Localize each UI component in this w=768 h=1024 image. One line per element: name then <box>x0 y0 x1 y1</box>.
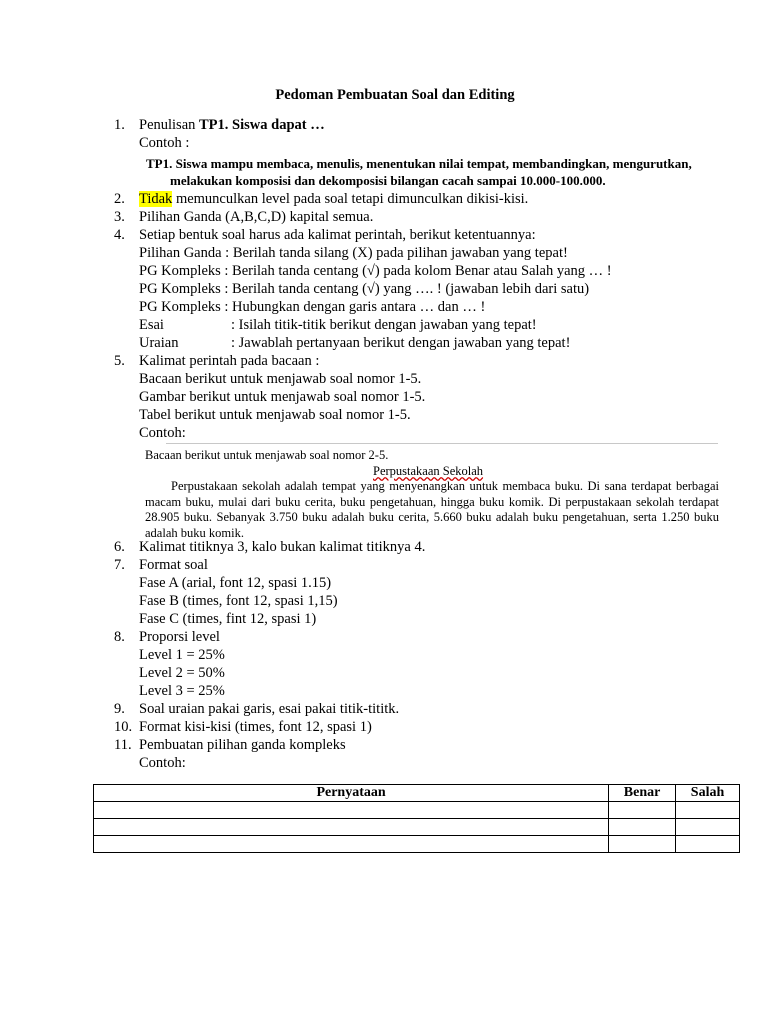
column-header-salah: Salah <box>676 785 740 802</box>
example-paragraph: Perpustakaan sekolah adalah tempat yang menyenangkan untuk membaca buku. Di sana terdapat berbagai macam buku, mulai dari buku cerita, buku pengetahuan, hingga buku komik. Di perpustakaan sekolah terdapat 28.905 buku. Sebanyak 3.750 buku adalah buku cerita, 5.660 buku adalah buku pengetahuan, serta 1.250 buku adalah buku komik. <box>145 479 719 540</box>
item-number: 11. <box>114 737 132 753</box>
table-header-row <box>94 785 740 802</box>
item-number: 4. <box>114 227 125 243</box>
item-text: Format kisi-kisi (times, font 12, spasi 1) <box>139 719 372 735</box>
page-title: Pedoman Pembuatan Soal dan Editing <box>275 87 515 103</box>
table-cell <box>94 819 609 836</box>
divider <box>166 443 718 444</box>
table-cell <box>609 802 676 819</box>
item-number: 9. <box>114 701 125 717</box>
example-title: Perpustakaan Sekolah <box>373 464 484 478</box>
item-number: 1. <box>114 117 125 133</box>
item-number: 3. <box>114 209 125 225</box>
item-text: Penulisan <box>139 117 200 133</box>
highlighted-word: Tidak <box>139 191 173 207</box>
table-row <box>94 836 740 853</box>
table-cell <box>676 836 740 853</box>
table-cell <box>609 836 676 853</box>
item-text: Soal uraian pakai garis, esai pakai titik-tititk. <box>139 701 400 717</box>
item-text: Format soal <box>139 557 208 573</box>
item-number: 2. <box>114 191 125 207</box>
example-heading: Bacaan berikut untuk menjawab soal nomor 2-5. <box>145 448 389 462</box>
table-cell <box>609 819 676 836</box>
table-cell <box>676 819 740 836</box>
item-text: Setiap bentuk soal harus ada kalimat perintah, berikut ketentuannya: <box>139 227 536 243</box>
item-text: Proporsi level <box>139 629 220 645</box>
item-number: 7. <box>114 557 125 573</box>
column-header-benar: Benar <box>609 785 676 802</box>
table-row <box>94 819 740 836</box>
item-bold-text: TP1. Siswa dapat … <box>199 117 325 133</box>
item-text: Kalimat perintah pada bacaan : <box>139 353 320 369</box>
tp1-example-line-2: melakukan komposisi dan dekomposisi bilangan cacah sampai 10.000-100.000. <box>170 173 606 188</box>
item-number: 5. <box>114 353 125 369</box>
item-text: Kalimat titiknya 3, kalo bukan kalimat titiknya 4. <box>139 539 426 555</box>
table-row <box>94 802 740 819</box>
item-number: 6. <box>114 539 125 555</box>
table-cell <box>94 802 609 819</box>
document-page: Pedoman Pembuatan Soal dan Editing 1. Penulisan TP1. Siswa dapat … Contoh : TP1. Siswa mampu membaca, menulis, menentukan nilai tempat, membandingkan, mengurutkan, melakukan komposisi dan dekomposisi bilangan cacah sampai 10.000-100.000. 2. Tidak memunculkan level pada soal tetapi dimunculkan dikisi-kisi. 3. Pilihan Ganda (A,B,C,D) kapital semua. 4. Setiap bentuk soal harus ada kalimat perintah, berikut ketentuannya: Pilihan Ganda : Berilah tanda silang (X) pada pilihan jawaban yang tepat! PG Kompleks : Berilah tanda centang (√) pada kolom Benar atau Salah yang … ! PG Kompleks : Berilah tanda centang (√) yang …. ! (jawaban lebih dari satu) PG Kompleks : Hubungkan dengan garis antara … dan … ! Esai : Isilah titik-titik berikut dengan jawaban yang tepat! Uraian : Jawablah pertanyaan berikut dengan jawaban yang tepat! 5. Kalimat perintah pada bacaan : Bacaan berikut untuk menjawab soal nomor 1-5. Gambar berikut untuk menjawab soal nomor 1-5. Tabel berikut untuk menjawab soal nomor 1-5. Contoh: Bacaan berikut untuk menjawab soal nomor 2-5. Perpustakaan Sekolah Perpustakaan sekolah adalah tempat yang menyenangkan untuk membaca buku. Di sana terdapat berbagai macam buku, mulai dari buku cerita, buku pengetahuan, hingga buku komik. Di perpustakaan sekolah terdapat 28.905 buku. Sebanyak 3.750 buku adalah buku cerita, 5.660 buku adalah buku pengetahuan, serta 1.250 buku adalah buku komik. 6. Kalimat titiknya 3, kalo bukan kalimat titiknya 4. 7. Format soal Fase A (arial, font 12, spasi 1.15) Fase B (times, font 12, spasi 1,15) Fase C (times, fint 12, spasi 1) 8. Proporsi level Level 1 = 25% Level 2 = 50% Level 3 = 25% 9. Soal uraian pakai garis, esai pakai titik-tititk. 10. Format kisi-kisi (times, font 12, spasi 1) 11. Pembuatan pilihan ganda kompleks Contoh: Pernyataan Benar Salah <box>0 0 768 1024</box>
table-cell <box>94 836 609 853</box>
item-text: Pembuatan pilihan ganda kompleks <box>139 737 346 753</box>
item-number: 8. <box>114 629 125 645</box>
item-number: 10. <box>114 719 133 735</box>
column-header-pernyataan: Pernyataan <box>94 785 609 802</box>
item-text: memunculkan level pada soal tetapi dimunculkan dikisi-kisi. <box>172 191 529 207</box>
tp1-example-line-1: TP1. Siswa mampu membaca, menulis, menentukan nilai tempat, membandingkan, mengurutkan, <box>146 156 692 171</box>
item-text: Pilihan Ganda (A,B,C,D) kapital semua. <box>139 209 374 225</box>
pg-kompleks-table <box>93 784 740 853</box>
table-cell <box>676 802 740 819</box>
